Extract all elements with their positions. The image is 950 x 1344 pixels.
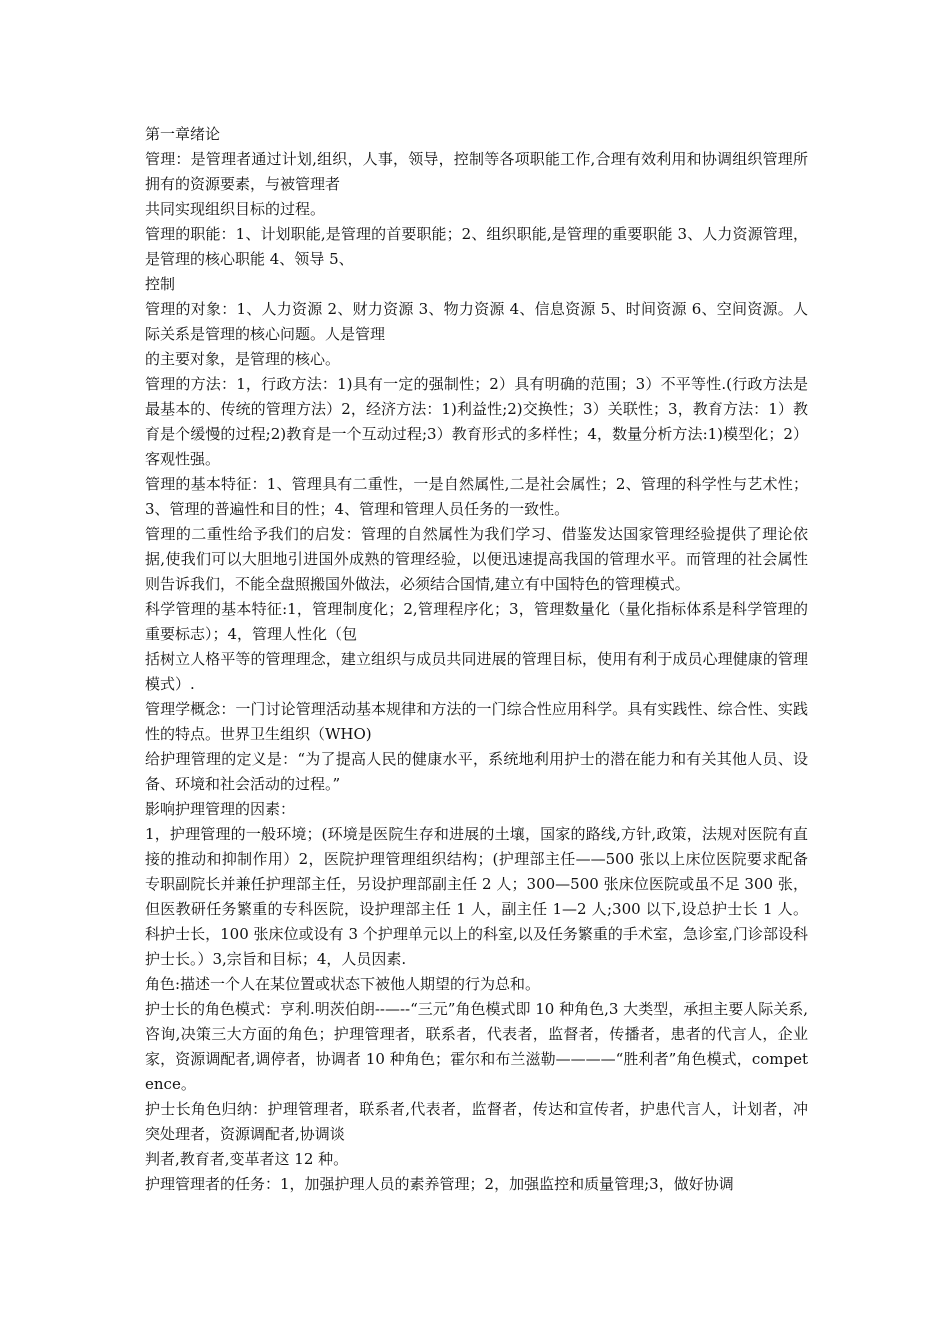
- paragraph-objects-cont: 的主要对象，是管理的核心。: [145, 350, 341, 368]
- paragraph-scientific: 科学管理的基本特征:1，管理制度化；2,管理程序化；3，管理数量化（量化指标体系是科学管理的重要标志）；4，管理人性化（包: [145, 600, 808, 643]
- paragraph-functions: 管理的职能：1、计划职能,是管理的首要职能；2、组织职能,是管理的重要职能 3、人力资源管理，是管理的核心职能 4、领导 5、: [145, 225, 808, 268]
- paragraph-role-model: 护士长的角色模式：亨利.明茨伯朗--—--“三元”角色模式即 10 种角色,3 大类型，承担主要人际关系,咨询,决策三大方面的角色；护理管理者，联系者，代表者，监督者，传播者，患者的代言人，企业家，资源调配者,调停者，协调者 10 种角色；霍尔和布兰滋勒————“胜利者”角色模式，competence。: [145, 1000, 808, 1093]
- paragraph-definition: 管理：是管理者通过计划,组织，人事，领导，控制等各项职能工作,合理有效利用和协调组织管理所拥有的资源要素，与被管理者: [145, 150, 808, 193]
- paragraph-methods: 管理的方法：1，行政方法：1)具有一定的强制性；2）具有明确的范围；3）不平等性.(行政方法是最基本的、传统的管理方法）2，经济方法：1)利益性;2)交换性；3）关联性；3，教育方法：1）教育是个缓慢的过程;2)教育是一个互动过程;3）教育形式的多样性；4，数量分析方法:1)模型化；2）客观性强。: [145, 375, 808, 468]
- paragraph-objects: 管理的对象：1、人力资源 2、财力资源 3、物力资源 4、信息资源 5、时间资源 6、空间资源。人际关系是管理的核心问题。人是管理: [145, 300, 808, 343]
- paragraph-role-summary-cont: 判者,教育者,变革者这 12 种。: [145, 1150, 349, 1168]
- paragraph-factors-heading: 影响护理管理的因素：: [145, 800, 296, 818]
- paragraph-concept: 管理学概念：一门讨论管理活动基本规律和方法的一门综合性应用科学。具有实践性、综合性、实践性的特点。世界卫生组织（WHO): [145, 700, 808, 743]
- paragraph-tasks: 护理管理者的任务：1，加强护理人员的素养管理；2，加强监控和质量管理;3，做好协调: [145, 1175, 734, 1193]
- chapter-title: 第一章绪论: [145, 125, 221, 143]
- paragraph-role: 角色:描述一个人在某位置或状态下被他人期望的行为总和。: [145, 975, 541, 993]
- document-page: [145, 122, 808, 1197]
- paragraph-definition-cont: 共同实现组织目标的过程。: [145, 200, 326, 218]
- paragraph-factors: 1，护理管理的一般环境；(环境是医院生存和进展的土壤，国家的路线,方针,政策，法规对医院有直接的推动和抑制作用）2，医院护理管理组织结构；(护理部主任——500 张以上床位医院要求配备专职副院长并兼任护理部主任，另设护理部副主任 2 人；300—500 张床位医院或虽不足 300 张，但医教研任务繁重的专科医院，设护理部主任 1 人，副主任 1—2 人;300 以下,设总护士长 1 人。科护士长，100 张床位或设有 3 个护理单元以上的科室,以及任务繁重的手术室，急诊室,门诊部设科护士长。）3,宗旨和目标；4，人员因素.: [145, 825, 808, 968]
- paragraph-scientific-cont: 括树立人格平等的管理理念，建立组织与成员共同进展的管理目标，使用有利于成员心理健康的管理模式）.: [145, 650, 808, 693]
- paragraph-features: 管理的基本特征：1、管理具有二重性，一是自然属性,二是社会属性；2、管理的科学性与艺术性；3、管理的普遍性和目的性；4、管理和管理人员任务的一致性。: [145, 475, 808, 518]
- paragraph-duality: 管理的二重性给予我们的启发：管理的自然属性为我们学习、借鉴发达国家管理经验提供了理论依据,使我们可以大胆地引进国外成熟的管理经验，以便迅速提高我国的管理水平。而管理的社会属性则告诉我们，不能全盘照搬国外做法，必须结合国情,建立有中国特色的管理模式。: [145, 525, 808, 593]
- paragraph-who-definition: 给护理管理的定义是：“为了提高人民的健康水平，系统地利用护士的潜在能力和有关其他人员、设备、环境和社会活动的过程。”: [145, 750, 808, 793]
- paragraph-role-summary: 护士长角色归纳：护理管理者，联系者,代表者，监督者，传达和宣传者，护患代言人，计划者，冲突处理者，资源调配者,协调谈: [145, 1100, 808, 1143]
- paragraph-functions-cont: 控制: [145, 275, 176, 293]
